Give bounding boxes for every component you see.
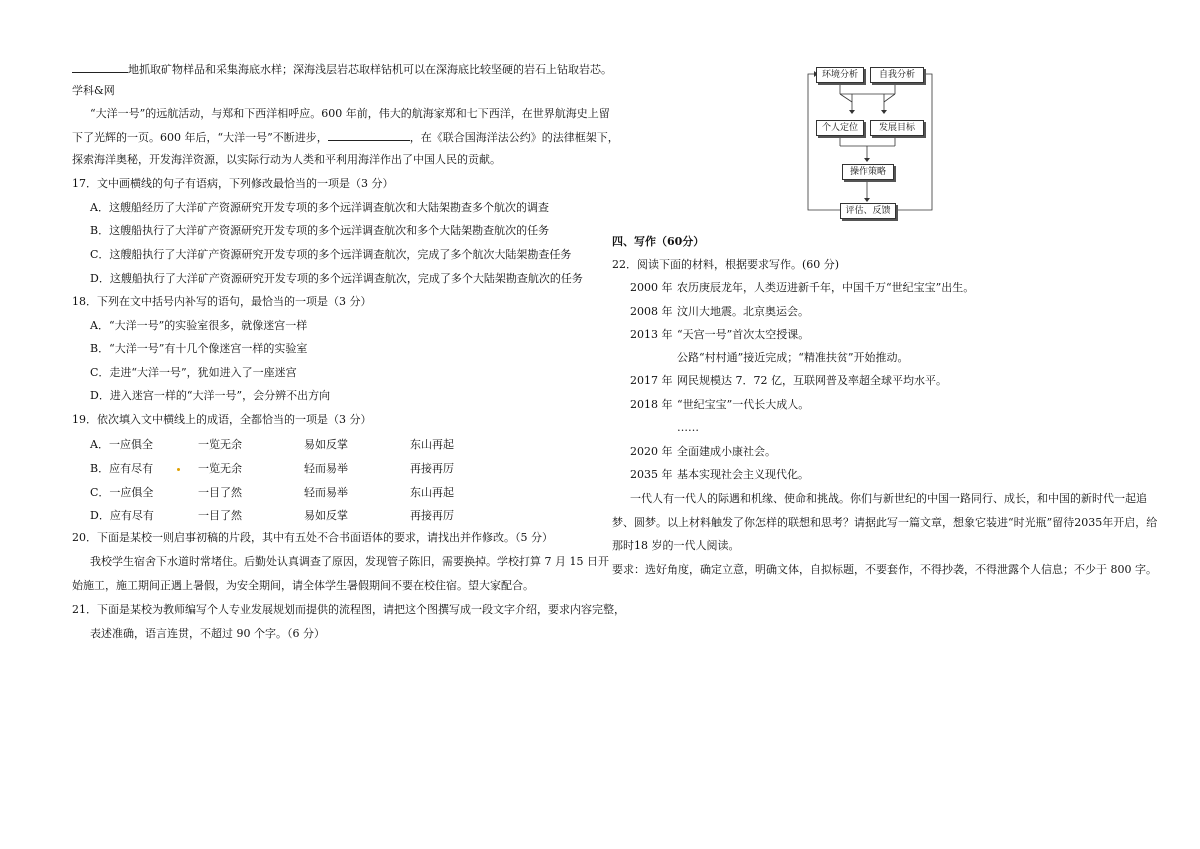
question-21: 21．下面是某校为教师编写个人专业发展规划而提供的流程图，请把这个图撰写成一段文字介绍，要求内容完整， — [72, 603, 625, 616]
fill-blank — [328, 130, 410, 141]
box-positioning: 个人定位 — [816, 120, 864, 136]
question-18: 18．下列在文中括号内补写的语句，最恰当的一项是（3 分） — [72, 295, 372, 308]
option-17b: B．这艘船执行了大洋矿产资源研究开发专项的多个远洋调查航次和多个大陆架勘查航次的任务 — [90, 224, 550, 237]
box-env-analysis: 环境分析 — [816, 67, 864, 83]
option-18c: C．走进“大洋一号”，犹如进入了一座迷宫 — [90, 366, 297, 379]
box-strategy: 操作策略 — [842, 164, 894, 180]
box-evaluation: 评估、反馈 — [840, 203, 896, 219]
question-17: 17．文中画横线的句子有语病，下列修改最恰当的一项是（3 分） — [72, 177, 394, 190]
question-20: 20．下面是某校一则启事初稿的片段，其中有五处不合书面语体的要求，请找出并作修改。（5 分） — [72, 531, 553, 544]
passage-line: “大洋一号”的远航活动，与郑和下西洋相呼应。600 年前，伟大的航海家郑和七下西洋，在世界航海史上留 — [90, 107, 610, 120]
section-heading: 四、写作（60分） — [612, 235, 705, 248]
option-18d: D．进入迷宫一样的“大洋一号”，会分辨不出方向 — [90, 389, 331, 402]
flowchart-connectors — [800, 60, 940, 222]
option-18a: A．“大洋一号”的实验室很多，就像迷宫一样 — [90, 319, 308, 332]
passage-line: 探索海洋奥秘，开发海洋资源，以实际行动为人类和平利用海洋作出了中国人民的贡献。 — [72, 153, 501, 166]
stray-mark — [177, 468, 180, 471]
prompt-text: 梦、圆梦。以上材料触发了你怎样的联想和思考？请据此写一篇文章，想象它装进“时光瓶”留待2035年开启，给 — [612, 516, 1158, 529]
option-17d: D．这艘船执行了大洋矿产资源研究开发专项的多个远洋调查航次，完成了多个大陆架勘查航次的任务 — [90, 272, 583, 285]
fill-blank — [72, 62, 128, 73]
flowchart — [800, 60, 940, 222]
box-goal: 发展目标 — [870, 120, 924, 136]
notice-text: 始施工，施工期间正遇上暑假，为安全期间，请全体学生暑假期间不要在校住宿。望大家配合。 — [72, 579, 534, 592]
option-18b: B．“大洋一号”有十几个像迷宫一样的实验室 — [90, 342, 308, 355]
question-19: 19．依次填入文中横线上的成语，全都恰当的一项是（3 分） — [72, 413, 372, 426]
box-self-analysis: 自我分析 — [870, 67, 924, 83]
passage-line: 下了光辉的一页。600 年后，“大洋一号”不断进步， ，在《联合国海洋法公约》的法律框架下， — [72, 131, 619, 144]
source-watermark: 学科&网 — [72, 84, 115, 97]
question-21-req: 表述准确，语言连贯，不超过 90 个字。（6 分） — [90, 627, 325, 640]
passage-line: 地抓取矿物样品和采集海底水样；深海浅层岩芯取样钻机可以在深海底比较坚硬的岩石上钻取岩芯。 — [72, 62, 612, 77]
writing-requirements: 要求：选好角度，确定立意，明确文体，自拟标题，不要套作，不得抄袭，不得泄露个人信息；不少于 800 字。 — [612, 563, 1157, 576]
option-17c: C．这艘船执行了大洋矿产资源研究开发专项的多个远洋调查航次，完成了多个航次大陆架勘查任务 — [90, 248, 572, 261]
prompt-text: 那时18 岁的一代人阅读。 — [612, 539, 740, 552]
prompt-text: 一代人有一代人的际遇和机缘、使命和挑战。你们与新世纪的中国一路同行、成长，和中国的新时代一起追 — [630, 492, 1147, 505]
notice-text: 我校学生宿舍下水道时常堵住。后勤处认真调查了原因，发现管子陈旧，需要换掉。学校打算 7 月 15 日开 — [90, 555, 609, 568]
question-22: 22．阅读下面的材料，根据要求写作。(60 分) — [612, 258, 840, 271]
option-17a: A．这艘船经历了大洋矿产资源研究开发专项的多个远洋调查航次和大陆架勘查多个航次的调查 — [90, 201, 549, 214]
